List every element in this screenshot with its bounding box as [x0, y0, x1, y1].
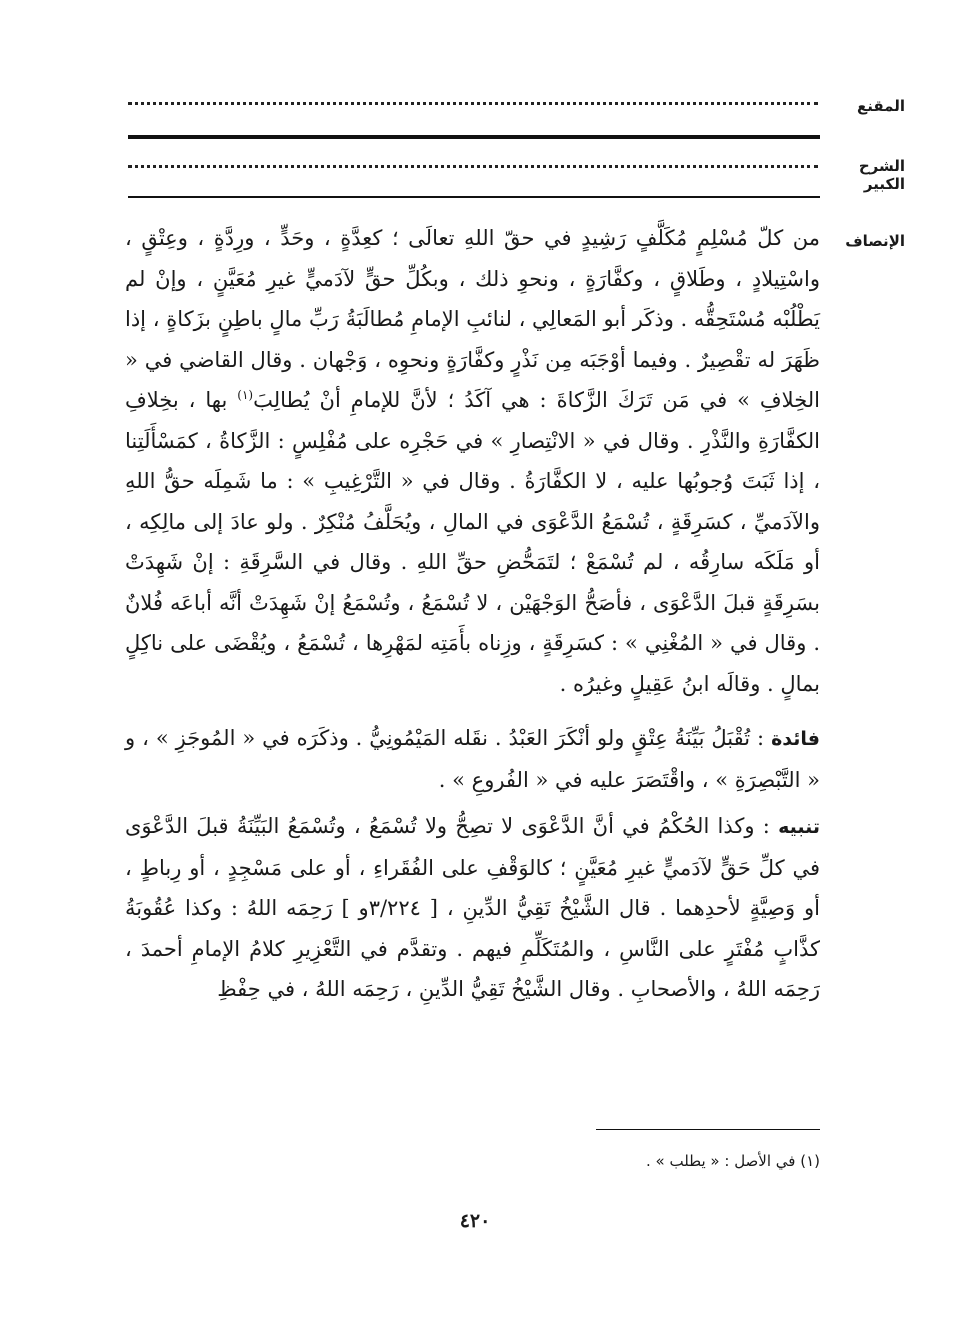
main-paragraph-part-2: بها ، بخِلافِ الكفَّارَةِ والنَّذْرِ . وقال في « الانْتِصارِ » في حَجْرِه على مُفْلِسٍ : الزَّكاةُ ، كمَسْأَلَتِنا ، إذا ثَبَتَ وُجوبُها عليه ، لا الكفَّارَةُ . وقال في « التَّرْغِيبِ » : ما شَمِلَه حقُّ اللهِ والآدَميِّ ، كسَرِقَةٍ ، تُسْمَعُ الدَّعْوَى في المالِ ، ويُحَلَّفُ مُنْكِرٌ . ولو عادَ إلى مالِكِه ، أو مَلَكَه سارِقُه ، لم تُسْمَعْ ؛ لتَمَحُّضِ حقِّ اللهِ . وقال في السَّرِقَةِ : إنْ شَهِدَتْ بسَرِقَةٍ قبلَ الدَّعْوَى ، فأصَحُّ الوَجْهَيْن ، لا تُسْمَعُ ، وتُسْمَعُ إنْ شَهِدَتْ أنَّه أباعَه فُلانٌ . وقال في « المُغْنِي » : كسَرِقَةٍ ، وزِناه بأَمَتِه لمَهْرِها ، تُسْمَعُ ، ويُقْضَى على ناكِلٍ بمالٍ . وقالَه ابنُ عَقِيلٍ وغيرُه .: [125, 388, 820, 696]
tanbih-text: : وكذا الحُكْمُ في أنَّ الدَّعْوَى لا تصِحُّ ولا تُسْمَعُ ، وتُسْمَعُ البَيِّنَةُ قبلَ الدَّعْوَى في كلِّ حَقٍّ لآدَميٍّ غيرِ مُعَيَّنٍ ؛ كالوَقْفِ على الفُقَراءِ ، أو على مَسْجِدٍ ، أو رِباطٍ ، أو وَصِيَّةٍ لأحدِهما . قال الشَّيْخُ تَقِيُّ الدِّينِ ، [ ٣/٢٢٤و ] رَحِمَه اللهُ : وكذا عُقُوبَةُ كذَّابٍ مُفْتَرٍ على النَّاسِ ، والمُتَكَلِّمِ فيهم . وتقدَّم في التَّعْزِيرِ كلامُ الإمامِ أحمدَ ، رَحِمَه اللهُ ، والأصحابِ . وقال الشَّيْخُ تَقِيُّ الدِّينِ ، رَحِمَه اللهُ ، في حِفْظِ: [125, 814, 820, 1001]
faida-text: : تُقْبَلُ بَيِّنَةُ عِتْقٍ ولو أنْكَرَ العَبْدُ . نقَله المَيْمُونِيُّ . وذكَرَه في « المُوجَزِ » ، و « التَّبْصِرَةِ » ، واقْتَصَرَ عليه في « الفُروعِ » .: [125, 726, 820, 792]
footnote: (١) في الأصل : « يطلب » .: [646, 1152, 820, 1170]
sharh-label: الشرح الكبير: [858, 157, 905, 193]
paragraph-gap: [125, 704, 820, 718]
faida-label: فائدة: [771, 728, 820, 750]
insaf-label: الإنصاف: [845, 232, 905, 250]
tanbih-label: تنبيه: [778, 816, 820, 838]
faida-paragraph: [125, 718, 820, 800]
main-paragraph-part-1: من كلّ مُسْلِمٍ مُكَلَّفٍ رَشِيدٍ في حقّ اللهِ تعالَى ؛ كعِدَّةٍ ، وحَدٍّ ، ورِدَّةٍ ، وعِتْقٍ ، واسْتِيلادٍ ، وطَلاقٍ ، وكفَّارَةٍ ، ونحوِ ذلك ، وبكُلِّ حقٍّ لآدَميٍّ غيرِ مُعَيَّنٍ ، وإنْ لم يَطْلُبْه مُسْتَحِقُّه . وذكَر أبو المَعالِي ، لنائبِ الإمامِ مُطالَبَةُ رَبِّ مالٍ باطِنٍ بزَكاةٍ ، إذا ظَهَرَ له تقْصِيرٌ . وفيما أوْجَبَه مِن نَذْرٍ وكفَّارَةٍ ونحوِه ، وَجْهان . وقال القاضي في « الخِلافِ » في مَن تَرَكَ الزَّكاةَ : هي آكَدُ ؛ لأنَّ للإمامِ أنْ يُطالِبَ: [125, 226, 820, 412]
insaf-body: [125, 218, 820, 1010]
footnote-divider: [596, 1129, 820, 1130]
section-divider-thick: [128, 135, 820, 139]
section-divider-thin: [128, 196, 820, 198]
footnote-reference: (١): [237, 388, 254, 402]
muqni-dotted-placeholder: [128, 100, 818, 105]
muqni-label: المقنع: [857, 97, 905, 115]
page-number: ٤٢٠: [459, 1210, 491, 1232]
main-paragraph: [125, 218, 820, 704]
tanbih-paragraph: [125, 806, 820, 1010]
sharh-dotted-placeholder: [128, 163, 818, 168]
